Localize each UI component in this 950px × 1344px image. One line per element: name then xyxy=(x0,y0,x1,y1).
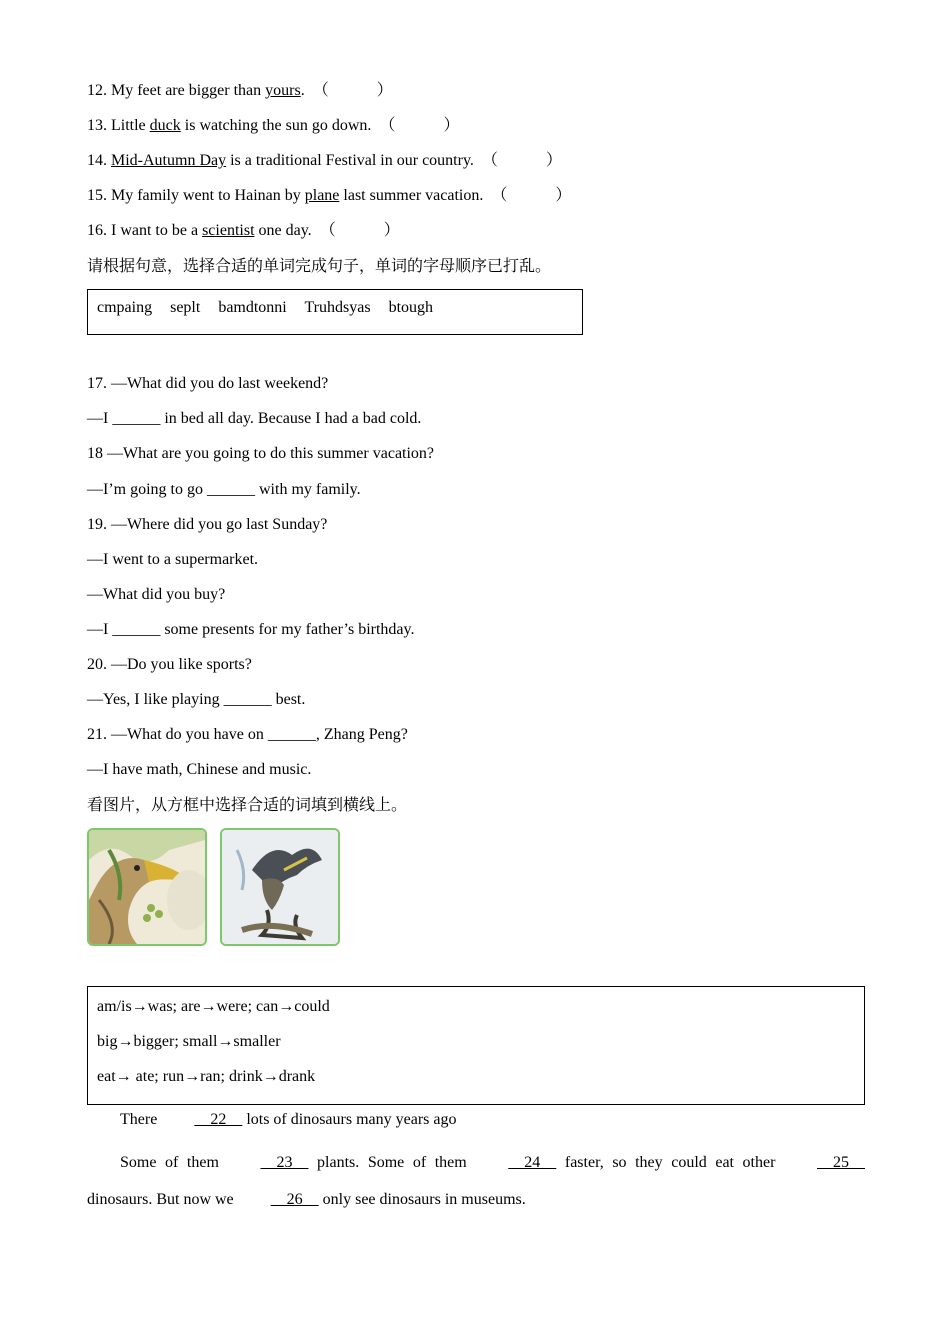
verb-forms-line: eat→ ate; run→ran; drink→drank xyxy=(97,1068,316,1085)
passage-paragraph-2: Some of them 23 plants. Some of them 24 faster, so they could eat other 25 dinosaurs. But now we 26 only see dinosaurs in museums. xyxy=(87,1144,865,1218)
scrambled-word: bamdtonni xyxy=(218,299,287,316)
dialogue-line: 17. —What did you do last weekend? xyxy=(87,375,329,392)
question-13 xyxy=(87,116,459,136)
q15-answer-paren: （ ） xyxy=(491,187,572,204)
instruction-picture-fill: 看图片，从方框中选择合适的词填到横线上。 xyxy=(87,797,408,814)
q16-answer-paren: （ ） xyxy=(319,222,400,239)
blank-23: 23 xyxy=(260,1154,309,1171)
q13-underlined-word: duck xyxy=(149,117,181,134)
dialogue-line: 20. —Do you like sports? xyxy=(87,656,252,673)
verb-forms-line: big→bigger; small→smaller xyxy=(97,1033,281,1050)
scrambled-word: Truhdsyas xyxy=(304,299,371,316)
q12-answer-paren: （ ） xyxy=(312,82,393,99)
dialogue-line: —I’m going to go ______ with my family. xyxy=(87,481,361,498)
flying-dinosaur-picture xyxy=(220,828,340,946)
blank-22: 22 xyxy=(194,1111,243,1128)
blank-25: 25 xyxy=(817,1154,866,1171)
q13-text: 13. Little xyxy=(87,117,150,134)
passage-paragraph-1: There 22 lots of dinosaurs many years ago xyxy=(120,1111,457,1128)
dialogue-line: —I went to a supermarket. xyxy=(87,551,259,568)
scrambled-word: btough xyxy=(388,299,434,316)
dialogue-line: —What did you buy? xyxy=(87,586,226,603)
q12-underlined-word: yours xyxy=(265,82,301,99)
q12-text: 12. My feet are bigger than xyxy=(87,82,266,99)
dialogue-line: 18 —What are you going to do this summer vacation? xyxy=(87,445,435,462)
q14-underlined-word: Mid-Autumn Day xyxy=(111,152,227,169)
question-12 xyxy=(87,81,393,101)
instruction-scrambled-words: 请根据句意，选择合适的单词完成句子，单词的字母顺序已打乱。 xyxy=(87,258,552,275)
q14-text: 14. xyxy=(87,152,111,169)
q16-text-end: one day. xyxy=(254,222,312,239)
blank-26: 26 xyxy=(270,1191,319,1208)
dialogue-line: —I have math, Chinese and music. xyxy=(87,761,312,778)
blank-24: 24 xyxy=(508,1154,557,1171)
scrambled-word-box xyxy=(87,289,583,335)
dialogue-line: 19. —Where did you go last Sunday? xyxy=(87,516,328,533)
verb-forms-line: am/is→was; are→were; can→could xyxy=(97,998,330,1015)
q16-text: 16. I want to be a xyxy=(87,222,203,239)
question-15 xyxy=(87,186,571,206)
q15-text: 15. My family went to Hainan by xyxy=(87,187,305,204)
question-16 xyxy=(87,221,400,241)
q13-text-end: is watching the sun go down. xyxy=(180,117,372,134)
scrambled-word: cmpaing xyxy=(97,299,153,316)
q13-answer-paren: （ ） xyxy=(379,117,460,134)
dialogue-line: —I ______ some presents for my father’s birthday. xyxy=(87,621,415,638)
question-14 xyxy=(87,151,562,171)
q14-text-end: is a traditional Festival in our country. xyxy=(226,152,474,169)
dialogue-line: —I ______ in bed all day. Because I had a bad cold. xyxy=(87,410,422,427)
scrambled-word: seplt xyxy=(170,299,201,316)
q15-text-end: last summer vacation. xyxy=(339,187,484,204)
verb-forms-box xyxy=(87,986,865,1105)
q15-underlined-word: plane xyxy=(304,187,340,204)
q16-underlined-word: scientist xyxy=(202,222,255,239)
dinosaur-eating-plants-picture xyxy=(87,828,207,946)
q14-answer-paren: （ ） xyxy=(481,152,562,169)
q12-text-end: . xyxy=(300,82,305,99)
dialogue-line: —Yes, I like playing ______ best. xyxy=(87,691,306,708)
dialogue-line: 21. —What do you have on ______, Zhang Peng? xyxy=(87,726,408,743)
